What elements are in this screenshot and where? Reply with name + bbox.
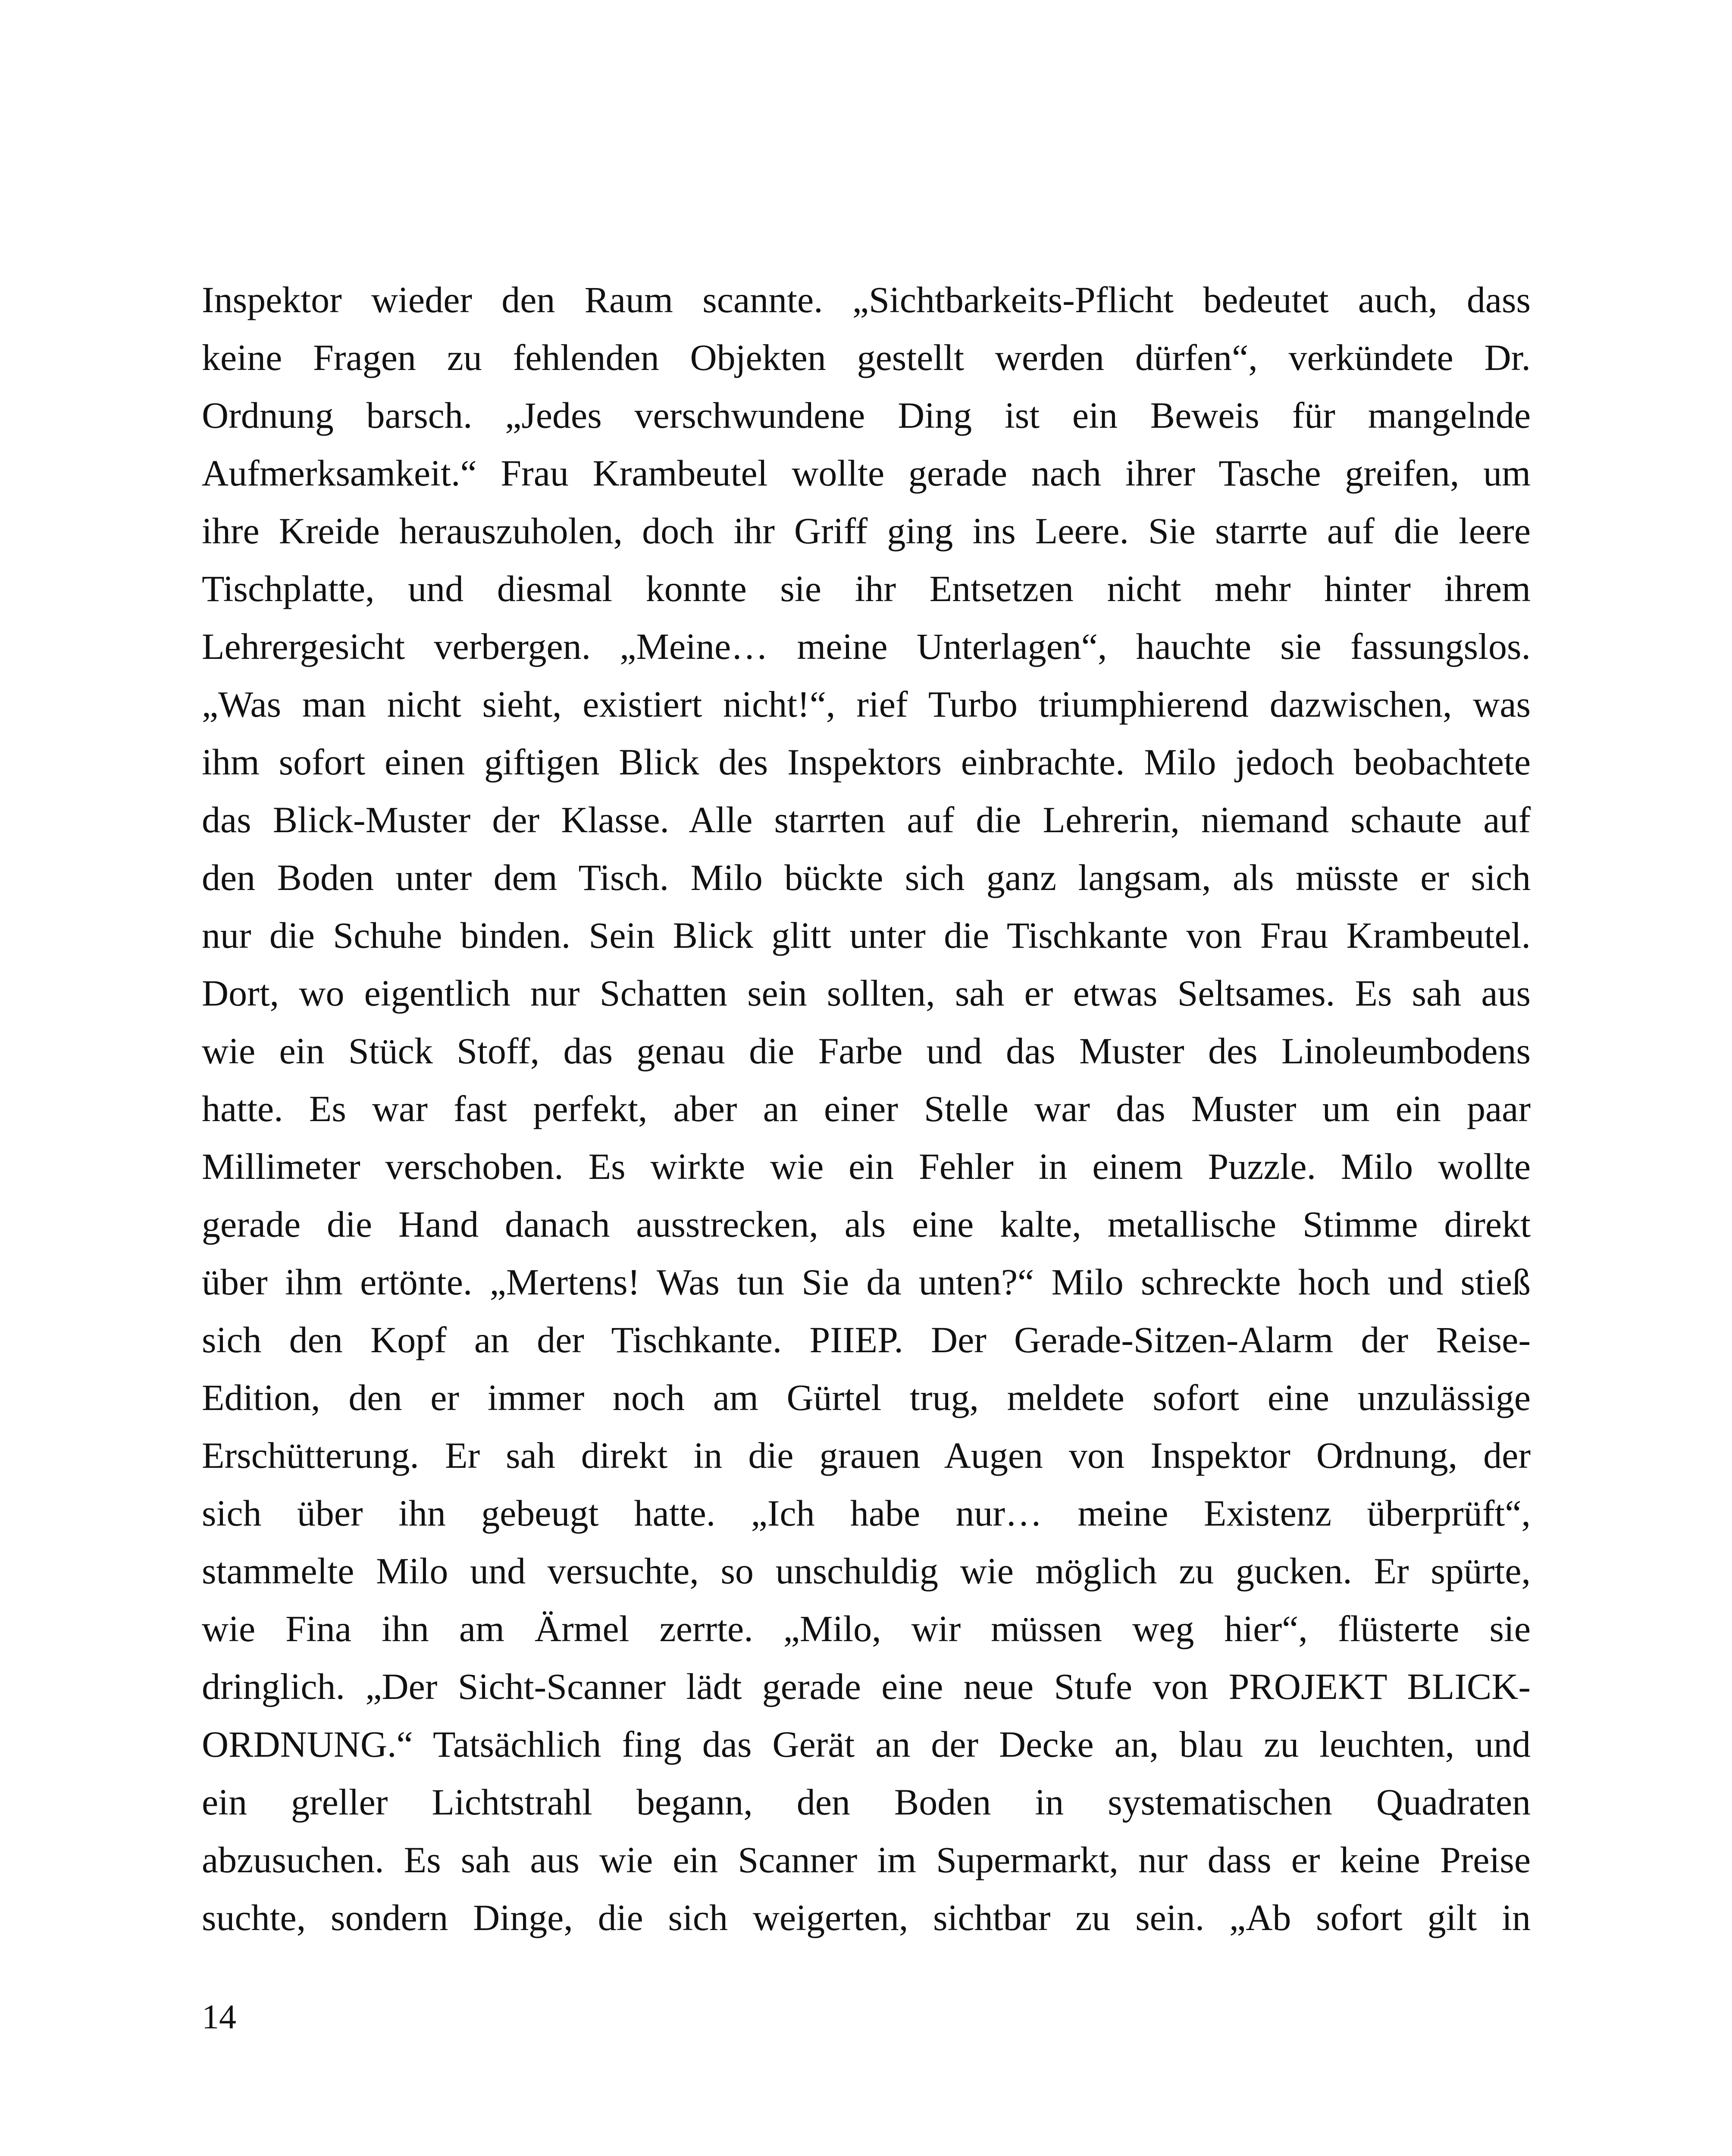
- text-line: gerade die Hand danach ausstrecken, als eine kalte, metallische Stimme direkt: [202, 1203, 1531, 1245]
- text-line: ORDNUNG.“ Tatsächlich fing das Gerät an der Decke an, blau zu leuchten, und: [202, 1724, 1531, 1765]
- text-line: abzusuchen. Es sah aus wie ein Scanner im Supermarkt, nur dass er keine Preise: [202, 1839, 1531, 1880]
- text-line: Lehrergesicht verbergen. „Meine… meine Unterlagen“, hauchte sie fassungslos.: [202, 626, 1531, 667]
- page-number: 14: [202, 1998, 236, 2036]
- text-line: Inspektor wieder den Raum scannte. „Sichtbarkeits-Pflicht bedeutet auch, dass: [202, 279, 1531, 320]
- body-text: [202, 271, 1531, 1946]
- text-line: den Boden unter dem Tisch. Milo bückte sich ganz langsam, als müsste er sich: [202, 857, 1531, 898]
- text-line: wie Fina ihn am Ärmel zerrte. „Milo, wir müssen weg hier“, flüsterte sie: [202, 1608, 1531, 1649]
- text-line: dringlich. „Der Sicht-Scanner lädt gerade eine neue Stufe von PROJEKT BLICK-: [202, 1666, 1531, 1707]
- text-line: Dort, wo eigentlich nur Schatten sein sollten, sah er etwas Seltsames. Es sah aus: [202, 972, 1531, 1014]
- text-line: keine Fragen zu fehlenden Objekten gestellt werden dürfen“, verkündete Dr.: [202, 337, 1531, 378]
- text-line: Erschütterung. Er sah direkt in die grauen Augen von Inspektor Ordnung, der: [202, 1435, 1531, 1476]
- text-line: über ihm ertönte. „Mertens! Was tun Sie da unten?“ Milo schreckte hoch und stieß: [202, 1261, 1531, 1303]
- text-line: hatte. Es war fast perfekt, aber an einer Stelle war das Muster um ein paar: [202, 1088, 1531, 1129]
- text-line: Tischplatte, und diesmal konnte sie ihr Entsetzen nicht mehr hinter ihrem: [202, 568, 1531, 609]
- text-line: stammelte Milo und versuchte, so unschuldig wie möglich zu gucken. Er spürte,: [202, 1550, 1531, 1592]
- text-line: sich den Kopf an der Tischkante. PIIEP. Der Gerade-Sitzen-Alarm der Reise-: [202, 1319, 1531, 1360]
- text-line: „Was man nicht sieht, existiert nicht!“, rief Turbo triumphierend dazwischen, was: [202, 683, 1531, 725]
- text-line: suchte, sondern Dinge, die sich weigerten, sichtbar zu sein. „Ab sofort gilt in: [202, 1897, 1531, 1938]
- text-line: Edition, den er immer noch am Gürtel trug, meldete sofort eine unzulässige: [202, 1377, 1531, 1418]
- text-line: Millimeter verschoben. Es wirkte wie ein Fehler in einem Puzzle. Milo wollte: [202, 1146, 1531, 1187]
- text-line: wie ein Stück Stoff, das genau die Farbe und das Muster des Linoleumbodens: [202, 1030, 1531, 1072]
- text-line: sich über ihn gebeugt hatte. „Ich habe nur… meine Existenz überprüft“,: [202, 1492, 1531, 1534]
- text-line: nur die Schuhe binden. Sein Blick glitt unter die Tischkante von Frau Krambeutel.: [202, 915, 1531, 956]
- text-line: ein greller Lichtstrahl begann, den Boden in systematischen Quadraten: [202, 1781, 1531, 1823]
- text-line: das Blick-Muster der Klasse. Alle starrten auf die Lehrerin, niemand schaute auf: [202, 799, 1531, 840]
- text-line: Ordnung barsch. „Jedes verschwundene Ding ist ein Beweis für mangelnde: [202, 395, 1531, 436]
- text-line: ihm sofort einen giftigen Blick des Inspektors einbrachte. Milo jedoch beobachtete: [202, 741, 1531, 783]
- text-line: Aufmerksamkeit.“ Frau Krambeutel wollte gerade nach ihrer Tasche greifen, um: [202, 452, 1531, 494]
- text-line: ihre Kreide herauszuholen, doch ihr Griff ging ins Leere. Sie starrte auf die leere: [202, 510, 1531, 552]
